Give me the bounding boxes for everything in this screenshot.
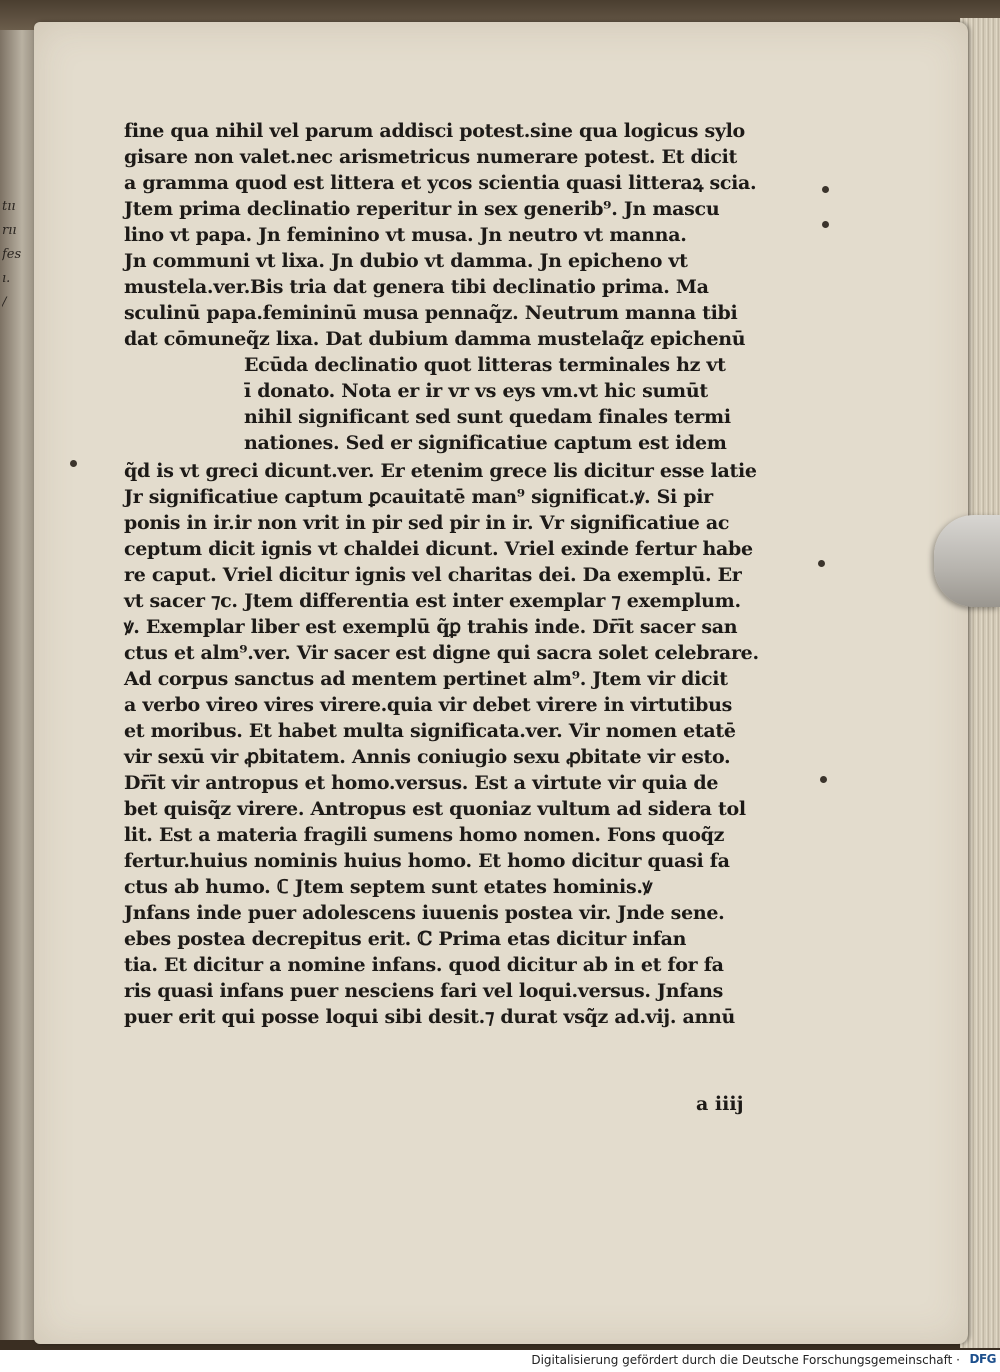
text-line: lit. Est a materia fragili sumens homo nomen. Fons quoq̃z	[124, 824, 725, 846]
text-line: fine qua nihil vel parum addisci potest.sine qua logicus sylo	[124, 120, 745, 142]
text-line: sculinū papa.femininū musa pennaq̃z. Neutrum manna tibi	[124, 302, 738, 324]
text-line: ctus ab humo. ℂ Jtem septem sunt etates hominis.ꝟ	[124, 876, 652, 898]
margin-mark	[70, 460, 77, 467]
text-line: ꝟ. Exemplar liber est exemplū q̃ꝑ trahis inde. Dr̄īt sacer san	[124, 616, 738, 638]
text-line: bet quisq̃z virere. Antropus est quoniaz vultum ad sidera tol	[124, 798, 746, 820]
text-line: ceptum dicit ignis vt chaldei dicunt. Vriel exinde fertur habe	[124, 538, 753, 560]
text-line: vt sacer ⁊c. Jtem differentia est inter exemplar ⁊ exemplum.	[124, 590, 741, 612]
margin-mark	[818, 560, 825, 567]
text-line: Jnfans inde puer adolescens iuuenis postea vir. Jnde sene.	[124, 902, 725, 924]
dfg-logo: DFG	[969, 1352, 996, 1366]
text-line: Jtem prima declinatio reperitur in sex generib⁹. Jn mascu	[124, 198, 720, 220]
facing-page-fragment: tıı rıı fes ı. /	[2, 199, 22, 310]
text-line: gisare non valet.nec arismetricus numerare potest. Et dicit	[124, 146, 738, 168]
page-clip	[934, 515, 1000, 607]
funding-credit: Digitalisierung gefördert durch die Deutsche Forschungsgemeinschaft ·	[531, 1353, 960, 1367]
text-line: lino vt papa. Jn feminino vt musa. Jn neutro vt manna.	[124, 224, 687, 246]
text-line: q̃d is vt greci dicunt.ver. Er etenim grece lis dicitur esse latie	[124, 460, 757, 482]
text-line: dat cōmuneq̃z lixa. Dat dubium damma mustelaq̃z epichenū	[124, 328, 746, 350]
text-line: puer erit qui posse loqui sibi desit.⁊ durat vsq̃z ad.vij. annū	[124, 1006, 736, 1028]
margin-mark	[822, 186, 829, 193]
text-line: tia. Et dicitur a nomine infans. quod dicitur ab in et for fa	[124, 954, 724, 976]
text-line: a verbo vireo vires virere.quia vir debet virere in virtutibus	[124, 694, 733, 716]
text-line: mustela.ver.Bis tria dat genera tibi declinatio prima. Ma	[124, 276, 709, 298]
indented-text-line: nihil significant sed sunt quedam finales termi	[244, 406, 731, 428]
text-line: ris quasi infans puer nesciens fari vel loqui.versus. Jnfans	[124, 980, 724, 1002]
text-line: re caput. Vriel dicitur ignis vel charitas dei. Da exemplū. Er	[124, 564, 742, 586]
text-line: Dr̄īt vir antropus et homo.versus. Est a virtute vir quia de	[124, 772, 719, 794]
text-line: Ad corpus sanctus ad mentem pertinet alm⁹. Jtem vir dicit	[124, 668, 728, 690]
indented-text-line: Ecūda declinatio quot litteras terminales hz vt	[244, 354, 726, 376]
text-line: ponis in ir.ir non vrit in pir sed pir in ir. Vr significatiue ac	[124, 512, 730, 534]
text-line: Jn communi vt lixa. Jn dubio vt damma. Jn epicheno vt	[124, 250, 688, 272]
text-line: et moribus. Et habet multa significata.ver. Vir nomen etatē	[124, 720, 736, 742]
indented-text-line: nationes. Sed er significatiue captum est idem	[244, 432, 727, 454]
margin-mark	[822, 221, 829, 228]
signature-mark: a iiij	[696, 1093, 744, 1115]
text-line: vir sexū vir ꝓbitatem. Annis coniugio sexu ꝓbitate vir esto.	[124, 746, 731, 768]
text-line: a gramma quod est littera et ycos scientia quasi litteraꝝ scia.	[124, 172, 757, 194]
indented-text-line: ī donato. Nota er ir vr vs eys vm.vt hic sumūt	[244, 380, 708, 402]
text-line: ebes postea decrepitus erit. ℂ Prima etas dicitur infan	[124, 928, 687, 950]
text-line: ctus et alm⁹.ver. Vir sacer est digne qui sacra solet celebrare.	[124, 642, 759, 664]
margin-mark	[820, 776, 827, 783]
footer-bar	[0, 1350, 1000, 1372]
text-line: fertur.huius nominis huius homo. Et homo dicitur quasi fa	[124, 850, 730, 872]
text-line: Jr significatiue captum ꝑcauitatē man⁹ significat.ꝟ. Si pir	[124, 486, 713, 508]
